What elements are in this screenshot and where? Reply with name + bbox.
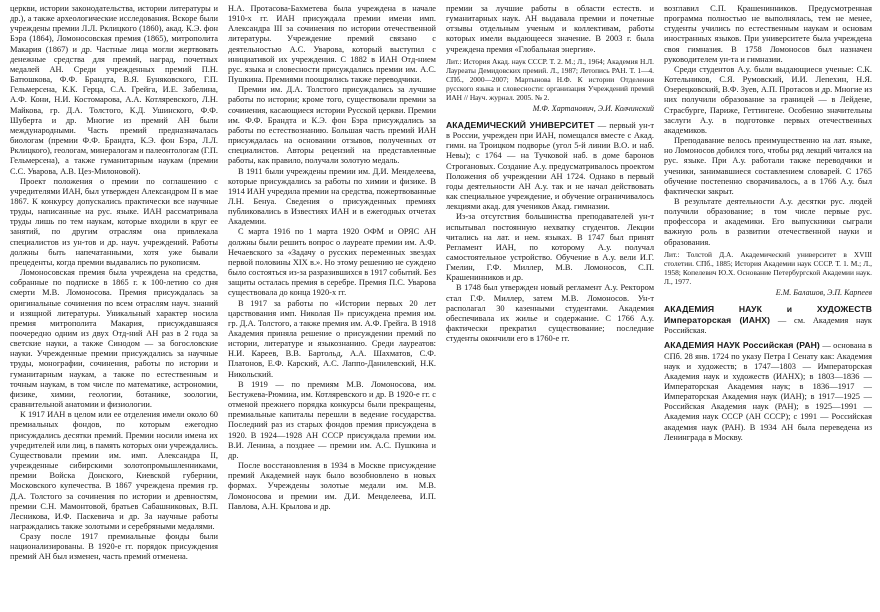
entry-academic-university [446, 120, 654, 212]
paragraph: В 1748 был утвержден новый регламент А.у. Ректором стал Г.Ф. Миллер, затем М.В. Ломоносов. Ун-т располагал 30 казенными студентами. Академия обеспечивала их жилье и содержание. С 1766 А.у. фактически прекратил существование; последние студенты окончили его в 1760-е гг. [446, 283, 654, 344]
entry-text: — см. Академия наук Российская. [664, 316, 872, 336]
paragraph: Из-за отсутствия большинства преподавателей ун-т испытывал постоянную нехватку студентов. Лекции читались на лат. и нем. языках. В 1747 был принят Регламент ИАН, по которому А.у. получал самостоятельное устройство. Обучение в А.у. вели И.Г. Гмелин, Г.Ф. Миллер, М.В. Ломоносов, С.П. Крашенинников и др. [446, 212, 654, 283]
entry-heading: АКАДЕМИЯ НАУК Российская (РАН) [664, 340, 820, 351]
paragraph: В 1919 — по премиям М.В. Ломоносова, им. Бестужева-Рюмина, им. Котляревского и др. В 1920-е гг. с отменой прежнего порядка конкурсы были прекращены, премиальные капиталы перешли в ведение государства. Последний раз из старых фондов премия присуждена в 1920. В 1924—1928 АН СССР присуждала премии им. В.И. Ленина, а позднее — премии им. А.С. Пушкина и др. [228, 379, 436, 460]
author-signature: М.Ф. Хартанович, Э.И. Колчинский [532, 103, 654, 113]
paragraph: К 1917 ИАН в целом или ее отделения имели около 60 премиальных фондов, по которым ежегодно присуждались десятки премий. Премии носили имена их учредителей или лиц, в память которых они учреждались. Существовали премии им. имп. Александра II, учрежденные сибирскими золотопромышленниками, премии Войска Донского, Киевской губернии, Московского купечества. В 1867 учреждена премия гр. Д.А. Толстого за сочинения по истории и древностям, премии С.Н. Мамонтовой, братьев Сабашниковых, В.П. Лесникова, И.Ф. Паскевича и др. За научные работы награждались также золотыми и серебряными медалями. [10, 410, 218, 531]
paragraph: церкви, истории законодательства, истории литературы и др.), а также археологические исследования. Вскоре были учреждены премии Л.Л. Рклицкого (1860), акад. К.Э. фон Бэра (1864), Ломоносовская премия (1865), митрополита Макария (1867) и др. Частные лица могли жертвовать денежные средства для премий, наград, почетных медалей АН. Среди учрежденных премий П.Н. Батюшкова, Ф.Ф. Брандта, В.Я. Буняковского, Г.П. Гельмерсена, К.К. Герца, С.А. Грейга, И.Е. Забелина, А.Ф. Кони, Н.И. Костомарова, А.А. Котляревского, Л.Н. Майкова, гр. Д.А. Толстого, К.Д. Ушинского, Ф.Ф. Шуберта и др. Многие из премий АН были международными. Часть премий предназначалась биологам (премии Ф.Ф. Брандта, К.Э. фон Бэра, Л.Л. Рклицкого), геологам, минералогам и палеонтологам (Г.П. Гельмерсена), а также гуманитарным наукам (премии С.С. Уварова, А.В. Цез-Милоновой). [10, 4, 218, 176]
paragraph: Преподавание велось преимущественно на лат. языке, но Ломоносов добился того, чтобы ряд лекций читался на рус. языке. При А.у. работали также переводчики и ученики, занимавшиеся составлением словарей. С 1765 обучение постепенно сворачивалось, а в 1766 А.у. был фактически закрыт. [664, 136, 872, 196]
paragraph: Премии им. Д.А. Толстого присуждались за лучшие работы по истории; кроме того, существовали премии за сочинения, касающиеся истории Русской церкви. Премии им. Ф.Ф. Брандта и К.Э. фон Бэра присуждались за работы по естествознанию. Большая часть премий ИАН присуждалась на основании отзывов, полученных от специалистов. Авторы рецензий на представленные работы, как правило, получали золотую медаль. [228, 85, 436, 166]
paragraph: В 1917 за работы по «Истории первых 20 лет царствования имп. Николая II» присуждена премия им. гр. Д.А. Толстого, а также премия им. А.Ф. Грейга. В 1918 Академия приняла решение о присуждении премий по истории, литературе и языкознанию. Среди лауреатов: Н.И. Кареев, В.В. Бартольд, А.А. Шахматов, С.Ф. Платонов, Е.Ф. Карский, А.С. Лаппо-Данилевский, Н.К. Никольский. [228, 298, 436, 379]
paragraph: В 1911 были учреждены премии им. Д.И. Менделеева, которые присуждались за работы по химии и физике. В 1914 ИАН учредила премии на средства, пожертвованные Л.Н. Бенуа. Сведения о присужденных премиях публиковались в Известиях ИАН и в ежегодных отчетах Академии. [228, 166, 436, 227]
entry-heading: АКАДЕМИЯ НАУК и ХУДОЖЕСТВ Императорская (ИАНХ) [664, 303, 872, 326]
column-4 [664, 4, 872, 612]
entry-text: — первый ун-т в России, учрежден при ИАН, помещался вместе с Акад. гимн. на Троицком подворье (угол 5-й линии В.О. и наб. Невы); с 1764 — на Тучковой наб. в доме баронов Строгановых. Создание А.у. предусматривалось проектом Положения об учреждении АН 1724. Однако в первый годы деятельности АН А.у. так и не начал действовать как специальное учреждение, и обучение ограничивалось лекциями акад. для учеников Акад. гимназии. [446, 120, 654, 212]
column-1 [10, 4, 218, 612]
column-3 [446, 4, 654, 612]
entry-academy-arts [664, 304, 872, 336]
paragraph: После восстановления в 1934 в Москве присуждение премий Академией наук было возобновлено в новых формах. Учреждены золотые медали им. М.В. Ломоносова и премии им. Д.И. Менделеева, И.П. Павлова, А.Н. Крылова и др. [228, 461, 436, 511]
paragraph: Среди студентов А.у. были выдающиеся ученые: С.К. Котельников, С.Я. Румовский, И.И. Лепехин, Н.Я. Озерецковский, В.Ф. Зуев, А.П. Протасов и др. Многие из них получили образование за границей — в Лейдене, Страсбурге, Париже, Геттингене. Особенно значительны заслуги А.у. в подготовке первых отечественных академиков. [664, 64, 872, 135]
paragraph: премии за лучшие работы в области естеств. и гуманитарных наук. АН выдавала премии и почетные отзывы отдельным ученым и коллективам, работы которых имели выдающееся значение. В 2003 г. была учреждена премия «Глобальная энергия». [446, 4, 654, 54]
paragraph: В результате деятельности А.у. десятки рус. людей получили образование; в том числе первые рус. профессора и академики. Его выпускники сыграли важную роль в развитии отечественной науки и образования. [664, 196, 872, 247]
paragraph: Н.А. Протасова-Бахметева была учреждена в начале 1910-х гг. ИАН присуждала премии имени имп. Александра III за сочинения по истории отечественной литературы. Учреждение премий связано с деятельностью А.С. Уварова, который выступил с инициативой их учреждения. С 1882 в ИАН Отд-нием рус. языка и словесности присуждались премии им. А.С. Пушкина. Премиями поощрялись также переводчики. [228, 4, 436, 85]
paragraph: возглавил С.П. Крашенинников. Предусмотренная программа полностью не выполнялась, тем не менее, студенты учились по естественным наукам и основам иностранных языков. При университете была учреждена своя гимназия. В 1758 Ломоносов был назначен руководителем ун-та и гимназии. [664, 4, 872, 64]
entry-russian-academy [664, 340, 872, 443]
paragraph: Ломоносовская премия была учреждена на средства, собранные по подписке в 1865 г. к 100-летию со дня смерти М.В. Ломоносова. Премия присуждалась за оригинальные сочинения по всем отраслям науч. знаний и изящной литературы. Уникальный характер носила премия митрополита Макария, присуждавшаяся поочередно одним из двух Отд-ний АН раз в 2 года за светские науки, а также Синодом — за богословские науки. Учрежденные премии присуждались за научные труды, монографии, сочинения, работы по истории и гуманитарным наукам, а также по естественным и точным наукам, в том числе по математике, астрономии, физике, химии, геологии, ботанике, зоологии, сравнительной анатомии и физиологии. [10, 268, 218, 410]
paragraph: С марта 1916 по 1 марта 1920 ОФМ и ОРЯС АН должны были решить вопрос о лауреате премии им. А.Ф. Нечаевского за «Задачу о русских переменных звездах первой половины XIX в.». Но этому решению не суждено было состояться из-за разразившихся в 1917 событий. Без защиты осталась премия в серебре. Премия П.С. Уварова существовала до конца 1920-х гг. [228, 227, 436, 298]
entry-heading: АКАДЕМИЧЕСКИЙ УНИВЕРСИТЕТ [446, 119, 595, 130]
column-2 [228, 4, 436, 612]
literature-list: Лит.: История Акад. наук СССР. Т. 2. М.; Л., 1964; Академия Н.Л. Лауреаты Демидовских премий. Л., 1987; Летопись РАН. Т. 1—4. СПб., 2000—2007; Мартынова Н.Ф. К истории Отделения русского языка и словесности: организация Учреждений премий ИАН // Науч. журнал. 2005. № 2. [446, 56, 654, 102]
author-signature: Е.М. Балашов, Э.П. Карпеев [775, 287, 872, 297]
entry-text: — основана в СПб. 28 янв. 1724 по указу Петра I Сенату как: Академия наук и художеств; в 1747—1803 — Императорская Академия наук и художеств (ИАНХ); в 1803—1836 — Императорская Академия наук; в 1836—1917 — Императорская Академия наук (ИАН); в 1917—1925 — Российская Академия наук (РАН); в 1925—1991 — Академия наук СССР (АН СССР); с 1991 — Российская академия наук (РАН). В 1934 АН была переведена из Ленинграда в Москву. [664, 341, 872, 442]
literature-list: Лит.: Толстой Д.А. Академический университет в XVIII столетии. СПб., 1885; История Академии наук СССР. Т. 1. М.; Л., 1958; Копелевич Ю.Х. Основание Петербургской Академии наук. Л., 1977. [664, 249, 872, 286]
paragraph: Проект положения о премии по соглашению с учредителями ИАН, был утвержден Александром II в мае 1867. К конкурсу допускались практически все научные труды, написанные на рус. языке. ИАН рассматривала труды лишь по тем наукам, которые входили в круг ее занятий, по другим отраслям она привлекала специалистов из ун-тов и др. науч. учреждений. Работы должны быть напечатанными, хотя уже бывали прецеденты, когда премии выдавались по рукописям. [10, 176, 218, 267]
paragraph: Сразу после 1917 премиальные фонды были национализированы. В 1920-е гг. порядок присуждения премий АН был изменен, часть премий отменена. [10, 532, 218, 562]
